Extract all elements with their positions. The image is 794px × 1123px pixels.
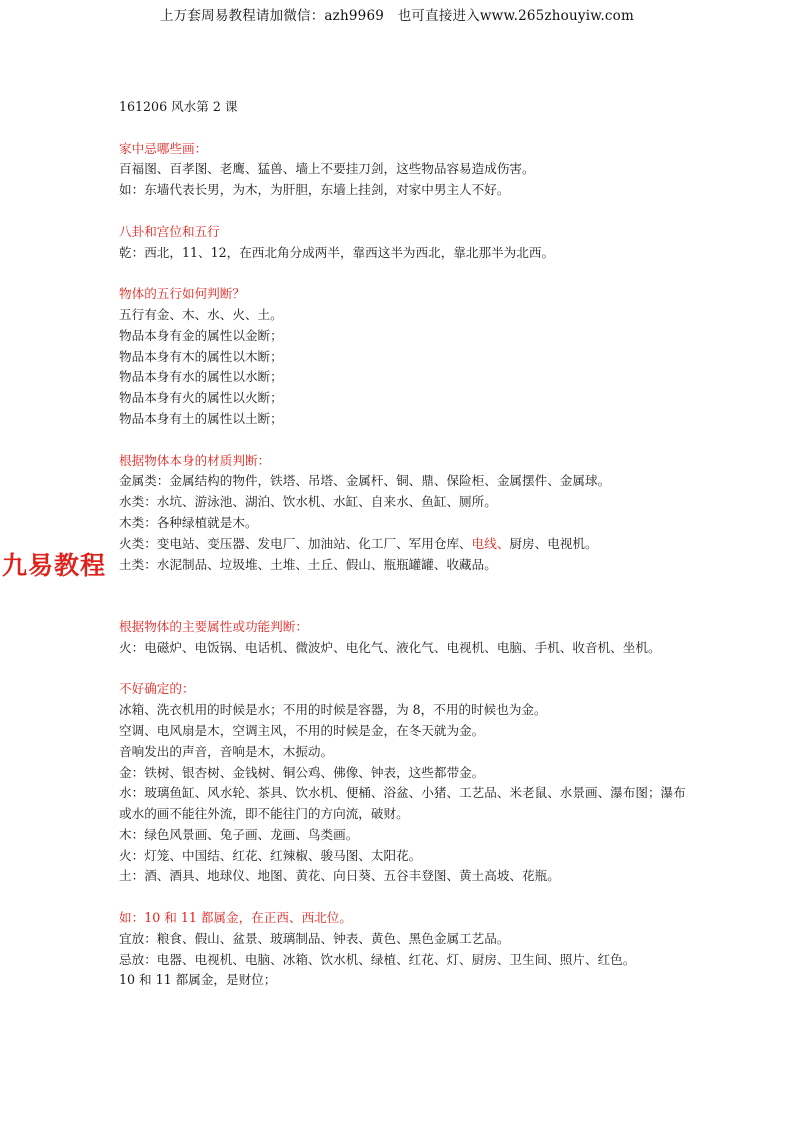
fire-line-text-end: 厨房、电视机。 xyxy=(509,535,598,551)
page-header: 上万套周易教程请加微信：azh9969 也可直接进入www.265zhouyiw.com xyxy=(160,8,634,24)
paragraph-line: 乾：西北，11、12，在西北角分成两半，靠西这半为西北，靠北那半为北西。 xyxy=(119,244,555,260)
paragraph-line: 空调、电风扇是木，空调主风，不用的时候是金，在冬天就为金。 xyxy=(119,722,485,738)
section-heading: 根据物体本身的材质判断： xyxy=(119,452,271,468)
paragraph-line: 水：玻璃鱼缸、风水轮、茶具、饮水机、便桶、浴盆、小猪、工艺品、米老鼠、水景画、瀑布图；瀑布或水的画不能往外流，即不能往门的方向流，破财。 xyxy=(119,785,686,822)
fire-line-highlight: 电线、 xyxy=(471,535,510,551)
paragraph-line: 物品本身有水的属性以水断； xyxy=(119,369,283,385)
paragraph-line: 物品本身有金的属性以金断； xyxy=(119,327,283,343)
paragraph-line: 火：灯笼、中国结、红花、红辣椒、骏马图、太阳花。 xyxy=(119,847,422,863)
paragraph-line: 冰箱、洗衣机用的时候是水；不用的时候是容器，为 8，不用的时候也为金。 xyxy=(119,702,547,718)
section-heading: 不好确定的： xyxy=(119,681,195,697)
paragraph-line: 物品本身有火的属性以火断； xyxy=(119,390,283,406)
section-heading: 根据物体的主要属性或功能判断： xyxy=(119,618,308,634)
paragraph-line: 忌放：电器、电视机、电脑、冰箱、饮水机、绿植、红花、灯、厨房、卫生间、照片、红色。 xyxy=(119,951,636,967)
paragraph-line: 物品本身有木的属性以木断； xyxy=(119,348,283,364)
paragraph-line: 10 和 11 都属金，是财位； xyxy=(119,972,277,988)
section-heading: 八卦和宫位和五行 xyxy=(119,223,220,239)
paragraph-line: 火：电磁炉、电饭锅、电话机、微波炉、电化气、液化气、电视机、电脑、手机、收音机、坐机。 xyxy=(119,639,661,655)
paragraph-line: 土：酒、酒具、地球仪、地图、黄花、向日葵、五谷丰登图、黄土高坡、花瓶。 xyxy=(119,868,560,884)
paragraph-line: 金属类：金属结构的物件，铁塔、吊塔、金属杆、铜、鼎、保险柜、金属摆件、金属球。 xyxy=(119,473,611,489)
paragraph-line: 水类：水坑、游泳池、湖泊、饮水机、水缸、自来水、鱼缸、厕所。 xyxy=(119,494,497,510)
section-heading: 如：10 和 11 都属金，在正西、西北位。 xyxy=(119,910,352,926)
paragraph-line: 百福图、百孝图、老鹰、猛兽、墙上不要挂刀剑，这些物品容易造成伤害。 xyxy=(119,161,535,177)
paragraph-line: 宜放：粮食、假山、盆景、玻璃制品、钟表、黄色、黑色金属工艺品。 xyxy=(119,930,510,946)
section-heading: 家中忌哪些画： xyxy=(119,140,208,156)
section-heading: 物体的五行如何判断？ xyxy=(119,286,245,302)
paragraph-line-fire xyxy=(119,534,689,555)
paragraph-line: 金：铁树、银杏树、金钱树、铜公鸡、佛像、钟表，这些都带金。 xyxy=(119,764,485,780)
doc-title: 161206 风水第 2 课 xyxy=(119,99,238,114)
paragraph-line: 土类：水泥制品、垃圾堆、土堆、土丘、假山、瓶瓶罐罐、收藏品。 xyxy=(119,556,497,572)
paragraph-line: 如：东墙代表长男，为木，为肝胆，东墙上挂剑，对家中男主人不好。 xyxy=(119,182,510,198)
fire-line-text: 火类：变电站、变压器、发电厂、加油站、化工厂、军用仓库、 xyxy=(119,535,472,551)
paragraph-line: 木：绿色风景画、兔子画、龙画、鸟类画。 xyxy=(119,826,359,842)
watermark-logo: 九易教程 xyxy=(2,551,107,580)
document-body xyxy=(119,97,689,991)
paragraph-line: 木类：各种绿植就是木。 xyxy=(119,514,258,530)
paragraph-line: 音响发出的声音，音响是木，木振动。 xyxy=(119,743,334,759)
paragraph-line: 物品本身有土的属性以土断； xyxy=(119,410,283,426)
paragraph-line: 五行有金、木、水、火、土。 xyxy=(119,306,283,322)
